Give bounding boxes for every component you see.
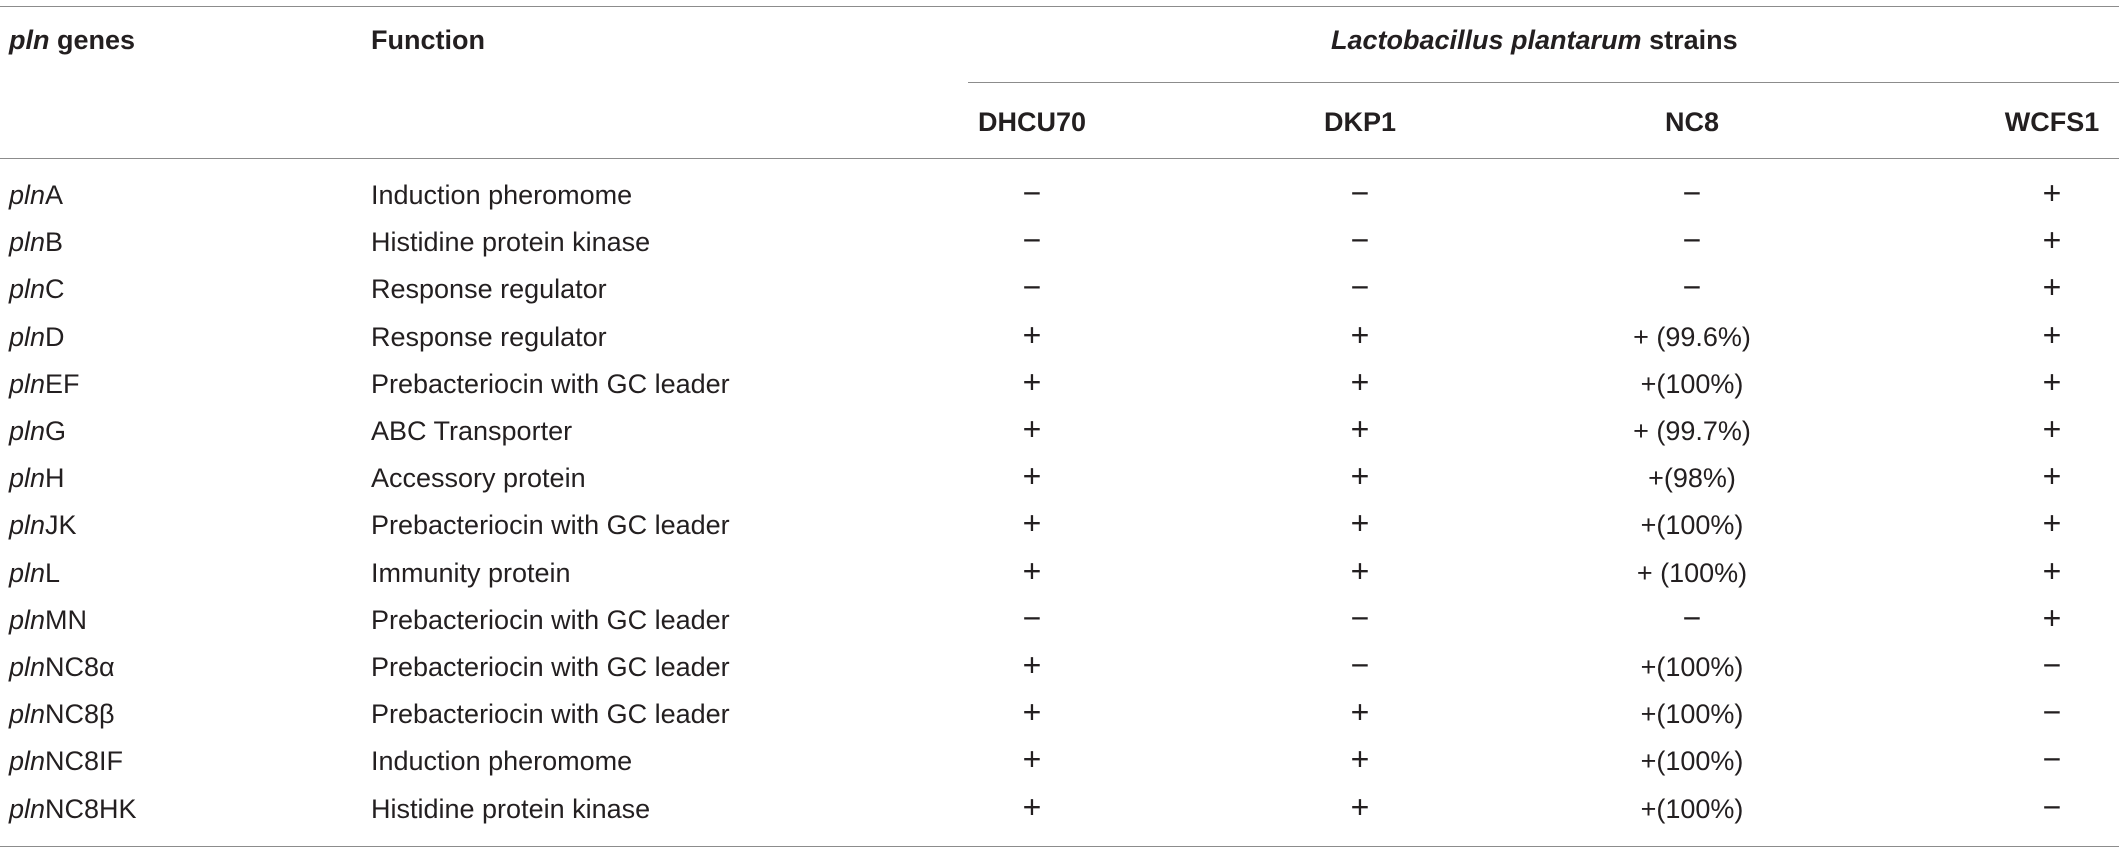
- presence-cell-dhcu70: +: [1022, 552, 1042, 589]
- gene-suffix: C: [45, 274, 65, 305]
- presence-cell-dkp1: −: [1350, 269, 1370, 306]
- presence-cell-dhcu70: +: [1022, 694, 1042, 731]
- function-cell: Prebacteriocin with GC leader: [371, 699, 730, 730]
- header-genes: [9, 24, 135, 56]
- presence-cell-wcfs1: +: [2042, 411, 2062, 447]
- table-top-rule: [0, 6, 2119, 7]
- presence-cell-dhcu70: −: [1022, 222, 1042, 259]
- presence-cell-wcfs1: +: [2042, 175, 2062, 211]
- presence-cell-nc8: +(100%): [1640, 793, 1744, 824]
- gene-prefix: pln: [9, 463, 46, 494]
- presence-cell-dhcu70: +: [1022, 411, 1042, 447]
- presence-cell-dkp1: −: [1350, 647, 1370, 683]
- gene-suffix: L: [45, 557, 61, 588]
- gene-name-cell: [9, 462, 65, 494]
- presence-cell-dhcu70: +: [1022, 505, 1042, 542]
- gene-name-cell: [9, 509, 77, 541]
- gene-suffix: NC8α: [45, 652, 115, 682]
- presence-cell-dkp1: +: [1350, 788, 1370, 825]
- gene-name-cell: [9, 557, 60, 589]
- presence-cell-wcfs1: +: [2042, 599, 2062, 636]
- gene-name-cell: [9, 604, 87, 636]
- presence-cell-wcfs1: −: [2042, 788, 2062, 825]
- header-bottom-rule: [0, 158, 2119, 159]
- gene-suffix: G: [45, 416, 67, 446]
- gene-prefix: pln: [9, 180, 46, 210]
- presence-cell-wcfs1: +: [2042, 552, 2062, 589]
- function-cell: Response regulator: [371, 274, 607, 305]
- gene-name-cell: [9, 745, 123, 777]
- presence-cell-dhcu70: +: [1022, 363, 1042, 400]
- presence-cell-dhcu70: −: [1022, 599, 1042, 636]
- presence-cell-wcfs1: +: [2042, 363, 2062, 400]
- gene-prefix: pln: [9, 416, 46, 446]
- presence-cell-wcfs1: +: [2042, 316, 2062, 353]
- header-function: Function: [371, 25, 485, 55]
- column-header-dkp1: DKP1: [1323, 107, 1397, 137]
- gene-suffix: NC8HK: [45, 793, 137, 824]
- presence-cell-dhcu70: −: [1022, 175, 1042, 211]
- header-strains: [1331, 24, 1738, 56]
- presence-cell-dkp1: +: [1350, 458, 1370, 495]
- gene-suffix: NC8IF: [45, 746, 124, 777]
- presence-cell-dkp1: +: [1350, 505, 1370, 542]
- presence-cell-dkp1: −: [1350, 222, 1370, 259]
- gene-suffix: B: [45, 227, 64, 258]
- presence-cell-wcfs1: −: [2042, 647, 2062, 683]
- function-cell: Induction pheromome: [371, 180, 633, 210]
- presence-cell-nc8: −: [1682, 599, 1702, 636]
- gene-prefix: pln: [9, 652, 46, 682]
- presence-cell-wcfs1: +: [2042, 269, 2062, 306]
- presence-cell-nc8: +(100%): [1640, 652, 1744, 682]
- header-gene-prefix: pln: [9, 25, 50, 55]
- gene-prefix: pln: [9, 227, 46, 258]
- presence-cell-nc8: + (99.7%): [1633, 416, 1751, 446]
- presence-cell-dkp1: +: [1350, 552, 1370, 589]
- presence-cell-wcfs1: +: [2042, 222, 2062, 259]
- presence-cell-dhcu70: +: [1022, 647, 1042, 683]
- presence-cell-wcfs1: −: [2042, 694, 2062, 731]
- presence-cell-dkp1: −: [1350, 175, 1370, 211]
- presence-cell-nc8: +(100%): [1640, 510, 1744, 541]
- gene-prefix: pln: [9, 274, 46, 305]
- function-cell: Prebacteriocin with GC leader: [371, 368, 730, 399]
- gene-prefix: pln: [9, 557, 46, 588]
- presence-cell-dhcu70: +: [1022, 316, 1042, 353]
- gene-suffix: EF: [45, 368, 80, 399]
- gene-name-cell: [9, 179, 63, 211]
- presence-cell-dhcu70: +: [1022, 458, 1042, 495]
- presence-cell-nc8: −: [1682, 269, 1702, 306]
- gene-name-cell: [9, 651, 115, 683]
- presence-cell-dkp1: −: [1350, 599, 1370, 636]
- gene-prefix: pln: [9, 746, 46, 777]
- presence-cell-dhcu70: +: [1022, 788, 1042, 825]
- gene-name-cell: [9, 321, 65, 353]
- function-cell: Response regulator: [371, 321, 607, 352]
- gene-suffix: MN: [45, 604, 88, 635]
- gene-suffix: D: [45, 321, 65, 352]
- function-cell: ABC Transporter: [371, 416, 573, 446]
- presence-cell-dkp1: +: [1350, 316, 1370, 353]
- gene-prefix: pln: [9, 368, 46, 399]
- table-bottom-rule: [0, 846, 2119, 847]
- gene-prefix: pln: [9, 793, 46, 824]
- column-header-nc8: NC8: [1664, 107, 1720, 137]
- presence-cell-dhcu70: −: [1022, 269, 1042, 306]
- presence-cell-nc8: +(100%): [1640, 746, 1744, 777]
- presence-cell-wcfs1: −: [2042, 741, 2062, 778]
- header-gene-suffix: genes: [49, 25, 136, 55]
- gene-name-cell: [9, 415, 66, 447]
- strains-span-rule: [968, 82, 2119, 83]
- gene-prefix: pln: [9, 510, 46, 541]
- function-cell: Histidine protein kinase: [371, 227, 651, 258]
- function-cell: Immunity protein: [371, 557, 571, 588]
- presence-cell-nc8: + (100%): [1636, 557, 1748, 588]
- presence-cell-dkp1: +: [1350, 694, 1370, 731]
- presence-cell-nc8: + (99.6%): [1633, 321, 1751, 352]
- presence-cell-nc8: +(100%): [1640, 699, 1744, 730]
- gene-prefix: pln: [9, 321, 46, 352]
- gene-name-cell: [9, 793, 137, 825]
- gene-prefix: pln: [9, 604, 46, 635]
- gene-name-cell: [9, 368, 80, 400]
- presence-cell-dkp1: +: [1350, 411, 1370, 447]
- column-header-dhcu70: DHCU70: [977, 107, 1087, 137]
- column-header-wcfs1: WCFS1: [2004, 107, 2100, 137]
- function-cell: Prebacteriocin with GC leader: [371, 510, 730, 541]
- header-strains-species: Lactobacillus plantarum: [1331, 25, 1642, 55]
- function-cell: Accessory protein: [371, 463, 586, 494]
- function-cell: Prebacteriocin with GC leader: [371, 604, 730, 635]
- presence-cell-nc8: +(98%): [1648, 463, 1736, 494]
- presence-cell-dkp1: +: [1350, 363, 1370, 400]
- presence-cell-nc8: −: [1682, 222, 1702, 259]
- gene-prefix: pln: [9, 699, 46, 730]
- presence-cell-dkp1: +: [1350, 741, 1370, 778]
- gene-name-cell: [9, 698, 115, 730]
- gene-suffix: JK: [45, 510, 77, 541]
- gene-suffix: A: [45, 180, 64, 210]
- header-strains-suffix: strains: [1641, 25, 1738, 55]
- presence-cell-dhcu70: +: [1022, 741, 1042, 778]
- gene-suffix: NC8β: [45, 699, 115, 730]
- function-cell: Prebacteriocin with GC leader: [371, 652, 730, 682]
- presence-cell-wcfs1: +: [2042, 505, 2062, 542]
- function-cell: Induction pheromome: [371, 746, 633, 777]
- gene-suffix: H: [45, 463, 65, 494]
- presence-cell-wcfs1: +: [2042, 458, 2062, 495]
- presence-cell-nc8: −: [1682, 175, 1702, 211]
- gene-name-cell: [9, 226, 63, 258]
- gene-name-cell: [9, 273, 65, 305]
- presence-cell-nc8: +(100%): [1640, 368, 1744, 399]
- function-cell: Histidine protein kinase: [371, 793, 651, 824]
